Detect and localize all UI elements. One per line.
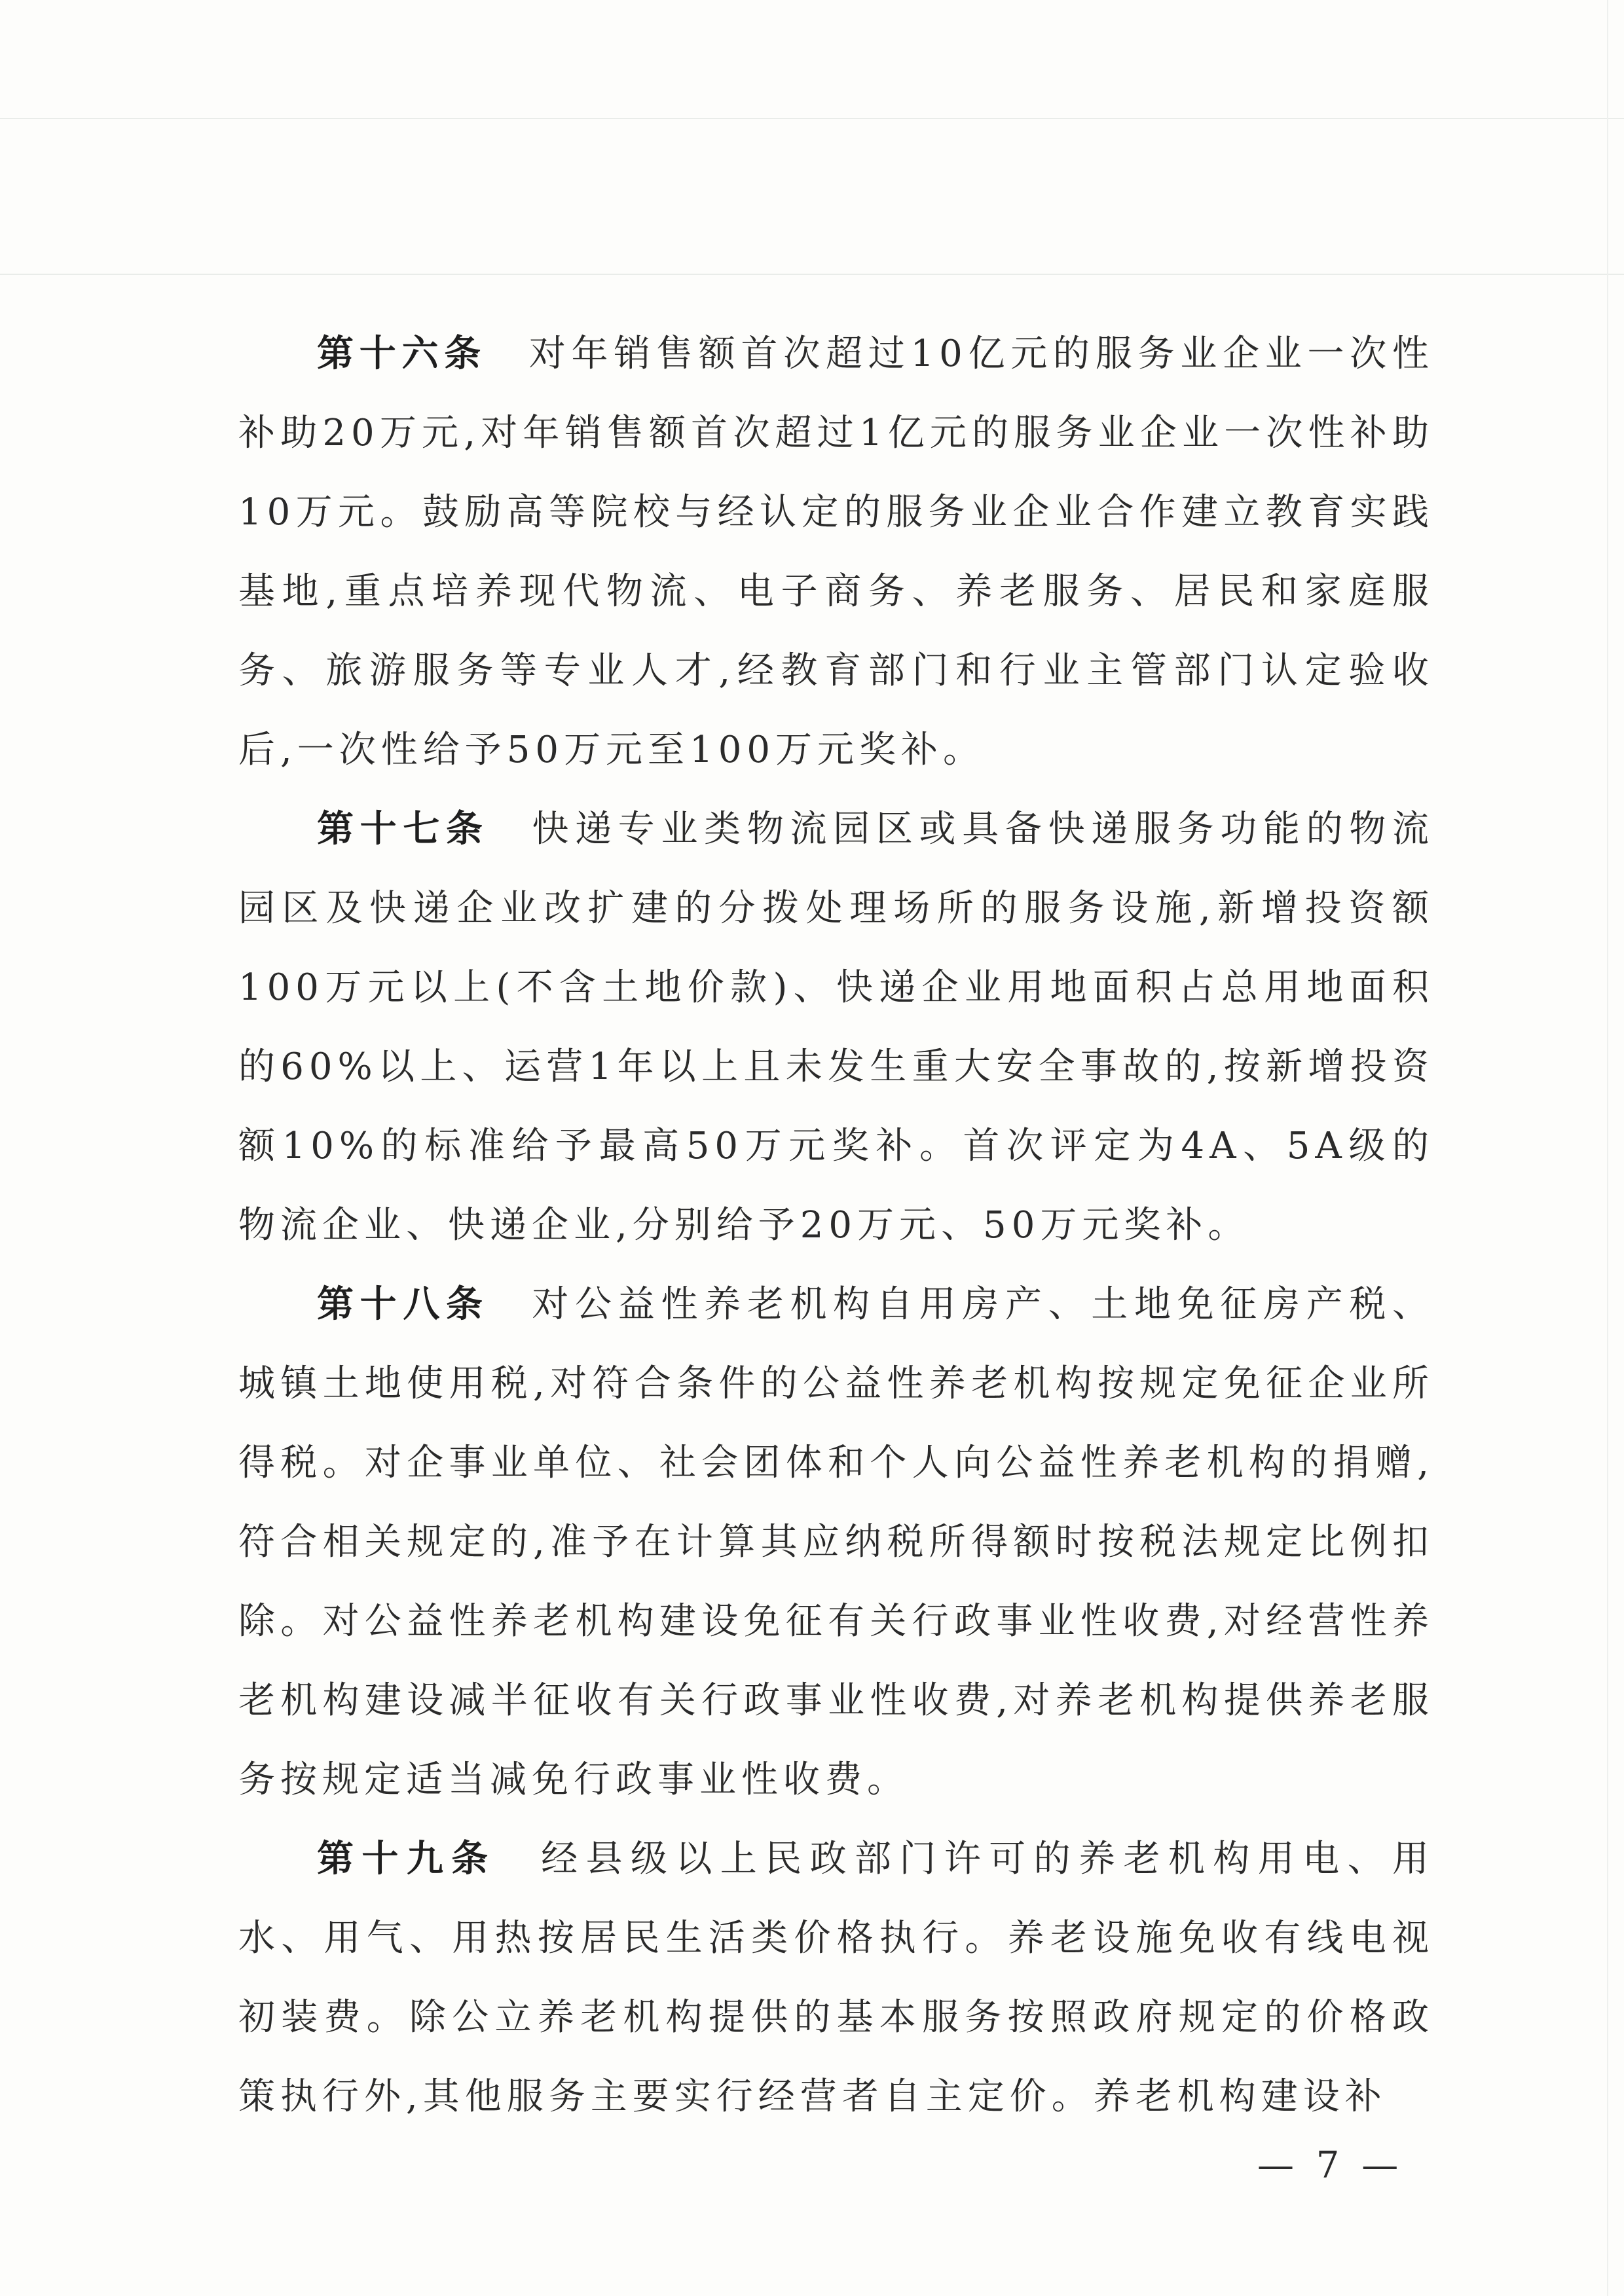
- article-title: 第十九条: [317, 1837, 496, 1880]
- scan-artifact-line: [0, 274, 1624, 275]
- article-title: 第十六条: [317, 332, 487, 375]
- article-text: 对年销售额首次超过10亿元的服务业企业一次性补助20万元,对年销售额首次超过1亿元的服务业企业一次性补助10万元。鼓励高等院校与经认定的服务业企业合作建立教育实践基地,重点培养现代物流、电子商务、养老服务、居民和家庭服务、旅游服务等专业人才,经教育部门和行业主管部门认定验收后,一次性给予50万元至100万元奖补。: [238, 333, 1434, 771]
- page-number: — 7 —: [1257, 2144, 1404, 2187]
- article-text: 快递专业类物流园区或具备快递服务功能的物流园区及快递企业改扩建的分拨处理场所的服务设施,新增投资额100万元以上(不含土地价款)、快递企业用地面积占总用地面积的60%以上、运营1年以上且未发生重大安全事故的,按新增投资额10%的标准给予最高50万元奖补。首次评定为4A、5A级的物流企业、快递企业,分别给予20万元、50万元奖补。: [238, 808, 1435, 1247]
- article-text: 经县级以上民政部门许可的养老机构用电、用水、用气、用热按居民生活类价格执行。养老设施免收有线电视初装费。除公立养老机构提供的基本服务按照政府规定的价格政策执行外,其他服务主要实行经营者自主定价。养老机构建设补: [238, 1838, 1435, 2118]
- article-18: [238, 1265, 1434, 1819]
- article-title: 第十八条: [317, 1283, 489, 1326]
- article-title: 第十七条: [317, 807, 489, 850]
- article-text: 对公益性养老机构自用房产、土地免征房产税、城镇土地使用税,对符合条件的公益性养老机构按规定免征企业所得税。对企事业单位、社会团体和个人向公益性养老机构的捐赠,符合相关规定的,准予在计算其应纳税所得额时按税法规定比例扣除。对公益性养老机构建设免征有关行政事业性收费,对经营性养老机构建设减半征收有关行政事业性收费,对养老机构提供养老服务按规定适当减免行政事业性收费。: [238, 1283, 1435, 1801]
- scan-artifact-edge: [1607, 0, 1608, 2296]
- article-19: [238, 1819, 1434, 2136]
- article-16: [238, 314, 1434, 790]
- article-17: [238, 790, 1434, 1265]
- document-body: [238, 314, 1434, 2136]
- scan-artifact-line: [0, 118, 1624, 119]
